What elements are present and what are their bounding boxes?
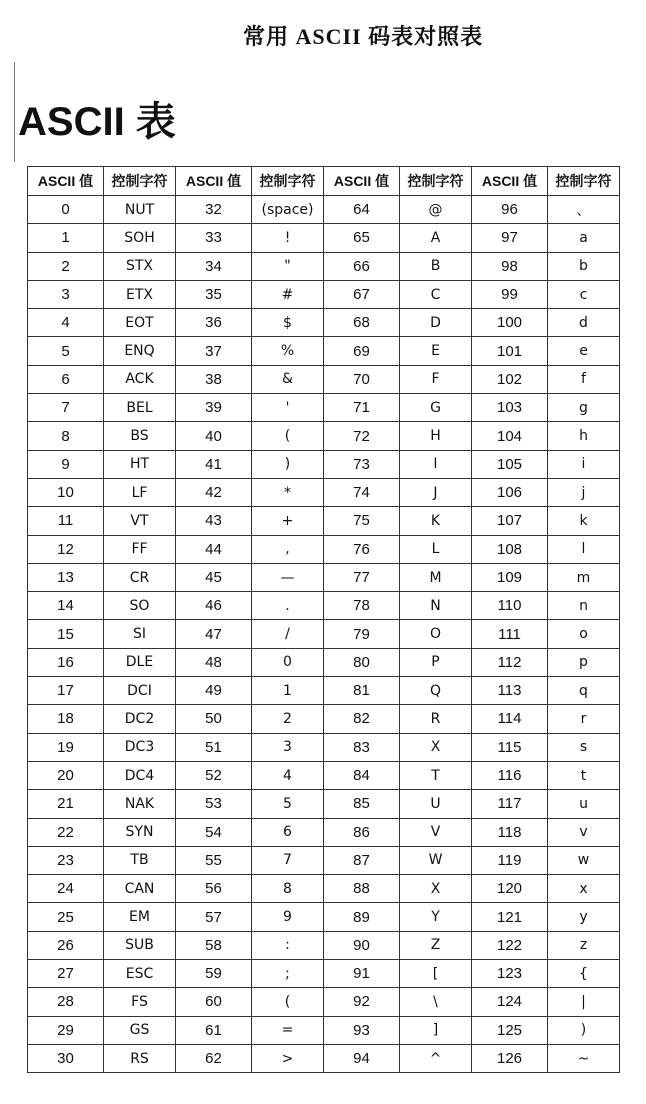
control-char-cell: VT (104, 507, 176, 535)
table-row (28, 224, 620, 252)
ascii-value-cell: 64 (324, 196, 400, 224)
ascii-value-cell: 110 (472, 592, 548, 620)
control-char-cell: ENQ (104, 337, 176, 365)
ascii-value-cell: 121 (472, 903, 548, 931)
ascii-value-cell: 76 (324, 535, 400, 563)
control-char-cell: ] (400, 1016, 472, 1044)
column-header-ascii-value: ASCII 值 (176, 167, 252, 196)
control-char-cell: RS (104, 1044, 176, 1072)
ascii-value-cell: 14 (28, 592, 104, 620)
ascii-value-cell: 91 (324, 960, 400, 988)
control-char-cell: U (400, 790, 472, 818)
control-char-cell: LF (104, 478, 176, 506)
control-char-cell: SUB (104, 931, 176, 959)
control-char-cell: 4 (252, 761, 324, 789)
ascii-value-cell: 15 (28, 620, 104, 648)
control-char-cell: TB (104, 846, 176, 874)
ascii-value-cell: 42 (176, 478, 252, 506)
ascii-value-cell: 37 (176, 337, 252, 365)
ascii-table (27, 166, 620, 1073)
ascii-value-cell: 19 (28, 733, 104, 761)
control-char-cell: 9 (252, 903, 324, 931)
ascii-value-cell: 55 (176, 846, 252, 874)
control-char-cell: e (548, 337, 620, 365)
control-char-cell: J (400, 478, 472, 506)
table-row (28, 648, 620, 676)
control-char-cell: SO (104, 592, 176, 620)
control-char-cell: h (548, 422, 620, 450)
ascii-value-cell: 40 (176, 422, 252, 450)
control-char-cell: EM (104, 903, 176, 931)
control-char-cell: o (548, 620, 620, 648)
ascii-value-cell: 53 (176, 790, 252, 818)
control-char-cell: # (252, 280, 324, 308)
ascii-value-cell: 30 (28, 1044, 104, 1072)
control-char-cell: l (548, 535, 620, 563)
control-char-cell: STX (104, 252, 176, 280)
control-char-cell: a (548, 224, 620, 252)
ascii-value-cell: 41 (176, 450, 252, 478)
control-char-cell: \ (400, 988, 472, 1016)
ascii-value-cell: 12 (28, 535, 104, 563)
table-row (28, 365, 620, 393)
ascii-value-cell: 89 (324, 903, 400, 931)
ascii-value-cell: 22 (28, 818, 104, 846)
table-row (28, 960, 620, 988)
ascii-table-container (27, 166, 619, 1073)
ascii-value-cell: 59 (176, 960, 252, 988)
table-row (28, 875, 620, 903)
table-row (28, 450, 620, 478)
control-char-cell: v (548, 818, 620, 846)
control-char-cell: ESC (104, 960, 176, 988)
ascii-value-cell: 65 (324, 224, 400, 252)
ascii-value-cell: 20 (28, 761, 104, 789)
ascii-value-cell: 8 (28, 422, 104, 450)
table-row (28, 988, 620, 1016)
table-row (28, 507, 620, 535)
column-header-ascii-value: ASCII 值 (28, 167, 104, 196)
table-row (28, 761, 620, 789)
control-char-cell: NUT (104, 196, 176, 224)
control-char-cell: ) (252, 450, 324, 478)
control-char-cell: DCI (104, 677, 176, 705)
ascii-value-cell: 118 (472, 818, 548, 846)
ascii-value-cell: 67 (324, 280, 400, 308)
ascii-value-cell: 70 (324, 365, 400, 393)
control-char-cell: ! (252, 224, 324, 252)
control-char-cell: d (548, 309, 620, 337)
ascii-value-cell: 2 (28, 252, 104, 280)
ascii-value-cell: 57 (176, 903, 252, 931)
control-char-cell: E (400, 337, 472, 365)
control-char-cell: q (548, 677, 620, 705)
ascii-value-cell: 92 (324, 988, 400, 1016)
control-char-cell: GS (104, 1016, 176, 1044)
column-header-control-char: 控制字符 (104, 167, 176, 196)
control-char-cell: BEL (104, 394, 176, 422)
control-char-cell: w (548, 846, 620, 874)
ascii-value-cell: 105 (472, 450, 548, 478)
ascii-value-cell: 68 (324, 309, 400, 337)
control-char-cell: A (400, 224, 472, 252)
ascii-value-cell: 83 (324, 733, 400, 761)
control-char-cell: { (548, 960, 620, 988)
ascii-value-cell: 115 (472, 733, 548, 761)
ascii-value-cell: 32 (176, 196, 252, 224)
control-char-cell: DC2 (104, 705, 176, 733)
control-char-cell: r (548, 705, 620, 733)
control-char-cell: Y (400, 903, 472, 931)
control-char-cell: EOT (104, 309, 176, 337)
control-char-cell: DC3 (104, 733, 176, 761)
control-char-cell: P (400, 648, 472, 676)
ascii-value-cell: 11 (28, 507, 104, 535)
ascii-value-cell: 27 (28, 960, 104, 988)
table-row (28, 818, 620, 846)
control-char-cell: NAK (104, 790, 176, 818)
control-char-cell: D (400, 309, 472, 337)
ascii-value-cell: 94 (324, 1044, 400, 1072)
table-row (28, 931, 620, 959)
control-char-cell: M (400, 563, 472, 591)
ascii-value-cell: 117 (472, 790, 548, 818)
ascii-value-cell: 113 (472, 677, 548, 705)
table-header-row (28, 167, 620, 196)
control-char-cell: 7 (252, 846, 324, 874)
control-char-cell: f (548, 365, 620, 393)
ascii-value-cell: 124 (472, 988, 548, 1016)
control-char-cell: s (548, 733, 620, 761)
control-char-cell: 5 (252, 790, 324, 818)
left-margin-rule (14, 62, 15, 162)
table-row (28, 422, 620, 450)
ascii-value-cell: 35 (176, 280, 252, 308)
control-char-cell: c (548, 280, 620, 308)
ascii-value-cell: 90 (324, 931, 400, 959)
ascii-value-cell: 88 (324, 875, 400, 903)
control-char-cell: t (548, 761, 620, 789)
control-char-cell: F (400, 365, 472, 393)
ascii-value-cell: 81 (324, 677, 400, 705)
control-char-cell: b (548, 252, 620, 280)
table-row (28, 903, 620, 931)
control-char-cell: i (548, 450, 620, 478)
ascii-value-cell: 24 (28, 875, 104, 903)
control-char-cell: CR (104, 563, 176, 591)
control-char-cell: n (548, 592, 620, 620)
control-char-cell: [ (400, 960, 472, 988)
table-row (28, 535, 620, 563)
ascii-value-cell: 52 (176, 761, 252, 789)
table-body (28, 196, 620, 1073)
ascii-value-cell: 99 (472, 280, 548, 308)
ascii-value-cell: 61 (176, 1016, 252, 1044)
ascii-value-cell: 97 (472, 224, 548, 252)
control-char-cell: L (400, 535, 472, 563)
control-char-cell: x (548, 875, 620, 903)
ascii-value-cell: 102 (472, 365, 548, 393)
ascii-value-cell: 101 (472, 337, 548, 365)
ascii-value-cell: 49 (176, 677, 252, 705)
control-char-cell: BS (104, 422, 176, 450)
ascii-value-cell: 33 (176, 224, 252, 252)
control-char-cell: O (400, 620, 472, 648)
control-char-cell: 6 (252, 818, 324, 846)
ascii-value-cell: 123 (472, 960, 548, 988)
ascii-value-cell: 109 (472, 563, 548, 591)
ascii-value-cell: 107 (472, 507, 548, 535)
control-char-cell: m (548, 563, 620, 591)
control-char-cell: j (548, 478, 620, 506)
table-row (28, 563, 620, 591)
control-char-cell: I (400, 450, 472, 478)
control-char-cell: B (400, 252, 472, 280)
control-char-cell: + (252, 507, 324, 535)
ascii-value-cell: 18 (28, 705, 104, 733)
ascii-value-cell: 54 (176, 818, 252, 846)
table-row (28, 337, 620, 365)
control-char-cell: / (252, 620, 324, 648)
control-char-cell: FF (104, 535, 176, 563)
control-char-cell: = (252, 1016, 324, 1044)
ascii-value-cell: 106 (472, 478, 548, 506)
table-row (28, 196, 620, 224)
ascii-value-cell: 25 (28, 903, 104, 931)
control-char-cell: z (548, 931, 620, 959)
control-char-cell: R (400, 705, 472, 733)
ascii-value-cell: 6 (28, 365, 104, 393)
ascii-value-cell: 51 (176, 733, 252, 761)
control-char-cell: ETX (104, 280, 176, 308)
ascii-value-cell: 38 (176, 365, 252, 393)
ascii-value-cell: 7 (28, 394, 104, 422)
control-char-cell: ~ (548, 1044, 620, 1072)
table-row (28, 478, 620, 506)
control-char-cell: X (400, 733, 472, 761)
control-char-cell: K (400, 507, 472, 535)
ascii-value-cell: 86 (324, 818, 400, 846)
control-char-cell: @ (400, 196, 472, 224)
ascii-value-cell: 34 (176, 252, 252, 280)
table-row (28, 1044, 620, 1072)
ascii-value-cell: 28 (28, 988, 104, 1016)
ascii-value-cell: 47 (176, 620, 252, 648)
ascii-value-cell: 75 (324, 507, 400, 535)
ascii-value-cell: 74 (324, 478, 400, 506)
ascii-value-cell: 103 (472, 394, 548, 422)
table-row (28, 592, 620, 620)
control-char-cell: g (548, 394, 620, 422)
control-char-cell: u (548, 790, 620, 818)
table-row (28, 733, 620, 761)
ascii-value-cell: 78 (324, 592, 400, 620)
ascii-value-cell: 58 (176, 931, 252, 959)
column-header-control-char: 控制字符 (400, 167, 472, 196)
control-char-cell: C (400, 280, 472, 308)
control-char-cell: & (252, 365, 324, 393)
ascii-value-cell: 48 (176, 648, 252, 676)
ascii-value-cell: 44 (176, 535, 252, 563)
ascii-value-cell: 23 (28, 846, 104, 874)
ascii-value-cell: 93 (324, 1016, 400, 1044)
ascii-value-cell: 104 (472, 422, 548, 450)
ascii-value-cell: 1 (28, 224, 104, 252)
ascii-value-cell: 56 (176, 875, 252, 903)
column-header-ascii-value: ASCII 值 (472, 167, 548, 196)
ascii-value-cell: 120 (472, 875, 548, 903)
control-char-cell: . (252, 592, 324, 620)
control-char-cell: N (400, 592, 472, 620)
ascii-value-cell: 85 (324, 790, 400, 818)
control-char-cell: 3 (252, 733, 324, 761)
ascii-value-cell: 119 (472, 846, 548, 874)
control-char-cell: , (252, 535, 324, 563)
ascii-value-cell: 43 (176, 507, 252, 535)
control-char-cell: 2 (252, 705, 324, 733)
ascii-value-cell: 116 (472, 761, 548, 789)
ascii-value-cell: 16 (28, 648, 104, 676)
column-header-control-char: 控制字符 (548, 167, 620, 196)
ascii-value-cell: 46 (176, 592, 252, 620)
control-char-cell: DC4 (104, 761, 176, 789)
control-char-cell: % (252, 337, 324, 365)
ascii-value-cell: 26 (28, 931, 104, 959)
table-row (28, 394, 620, 422)
control-char-cell: ( (252, 422, 324, 450)
ascii-value-cell: 82 (324, 705, 400, 733)
control-char-cell: SYN (104, 818, 176, 846)
table-row (28, 309, 620, 337)
control-char-cell: ) (548, 1016, 620, 1044)
ascii-value-cell: 3 (28, 280, 104, 308)
ascii-value-cell: 13 (28, 563, 104, 591)
ascii-value-cell: 96 (472, 196, 548, 224)
control-char-cell: ( (252, 988, 324, 1016)
ascii-value-cell: 114 (472, 705, 548, 733)
ascii-value-cell: 77 (324, 563, 400, 591)
ascii-value-cell: 50 (176, 705, 252, 733)
ascii-value-cell: 111 (472, 620, 548, 648)
ascii-value-cell: 80 (324, 648, 400, 676)
ascii-value-cell: 36 (176, 309, 252, 337)
control-char-cell: FS (104, 988, 176, 1016)
control-char-cell: " (252, 252, 324, 280)
ascii-value-cell: 66 (324, 252, 400, 280)
ascii-value-cell: 4 (28, 309, 104, 337)
control-char-cell: $ (252, 309, 324, 337)
control-char-cell: V (400, 818, 472, 846)
ascii-value-cell: 84 (324, 761, 400, 789)
table-row (28, 1016, 620, 1044)
document-title: 常用 ASCII 码表对照表 (243, 24, 484, 49)
ascii-value-cell: 62 (176, 1044, 252, 1072)
ascii-value-cell: 21 (28, 790, 104, 818)
ascii-value-cell: 79 (324, 620, 400, 648)
column-header-ascii-value: ASCII 值 (324, 167, 400, 196)
control-char-cell: DLE (104, 648, 176, 676)
control-char-cell: G (400, 394, 472, 422)
ascii-value-cell: 5 (28, 337, 104, 365)
control-char-cell: > (252, 1044, 324, 1072)
control-char-cell: Z (400, 931, 472, 959)
control-char-cell: CAN (104, 875, 176, 903)
control-char-cell: ^ (400, 1044, 472, 1072)
ascii-value-cell: 71 (324, 394, 400, 422)
column-header-control-char: 控制字符 (252, 167, 324, 196)
control-char-cell: 0 (252, 648, 324, 676)
control-char-cell: (space) (252, 196, 324, 224)
ascii-value-cell: 112 (472, 648, 548, 676)
ascii-value-cell: 0 (28, 196, 104, 224)
control-char-cell: Q (400, 677, 472, 705)
ascii-value-cell: 10 (28, 478, 104, 506)
control-char-cell: * (252, 478, 324, 506)
control-char-cell: 1 (252, 677, 324, 705)
control-char-cell: SI (104, 620, 176, 648)
ascii-value-cell: 126 (472, 1044, 548, 1072)
ascii-value-cell: 72 (324, 422, 400, 450)
control-char-cell: k (548, 507, 620, 535)
control-char-cell: HT (104, 450, 176, 478)
ascii-value-cell: 98 (472, 252, 548, 280)
control-char-cell: 8 (252, 875, 324, 903)
ascii-value-cell: 60 (176, 988, 252, 1016)
table-row (28, 705, 620, 733)
control-char-cell: ACK (104, 365, 176, 393)
table-row (28, 677, 620, 705)
control-char-cell: y (548, 903, 620, 931)
table-row (28, 846, 620, 874)
ascii-value-cell: 17 (28, 677, 104, 705)
ascii-value-cell: 45 (176, 563, 252, 591)
table-row (28, 252, 620, 280)
ascii-value-cell: 87 (324, 846, 400, 874)
ascii-value-cell: 100 (472, 309, 548, 337)
table-row (28, 280, 620, 308)
control-char-cell: X (400, 875, 472, 903)
control-char-cell: H (400, 422, 472, 450)
ascii-value-cell: 9 (28, 450, 104, 478)
section-heading: ASCII 表 (18, 100, 176, 144)
control-char-cell: ' (252, 394, 324, 422)
table-row (28, 790, 620, 818)
ascii-value-cell: 69 (324, 337, 400, 365)
ascii-value-cell: 73 (324, 450, 400, 478)
table-row (28, 620, 620, 648)
ascii-value-cell: 122 (472, 931, 548, 959)
control-char-cell: SOH (104, 224, 176, 252)
ascii-value-cell: 39 (176, 394, 252, 422)
control-char-cell: ; (252, 960, 324, 988)
ascii-value-cell: 125 (472, 1016, 548, 1044)
control-char-cell: p (548, 648, 620, 676)
control-char-cell: : (252, 931, 324, 959)
control-char-cell: — (252, 563, 324, 591)
control-char-cell: | (548, 988, 620, 1016)
control-char-cell: T (400, 761, 472, 789)
ascii-value-cell: 108 (472, 535, 548, 563)
control-char-cell: 、 (548, 196, 620, 224)
ascii-value-cell: 29 (28, 1016, 104, 1044)
control-char-cell: W (400, 846, 472, 874)
